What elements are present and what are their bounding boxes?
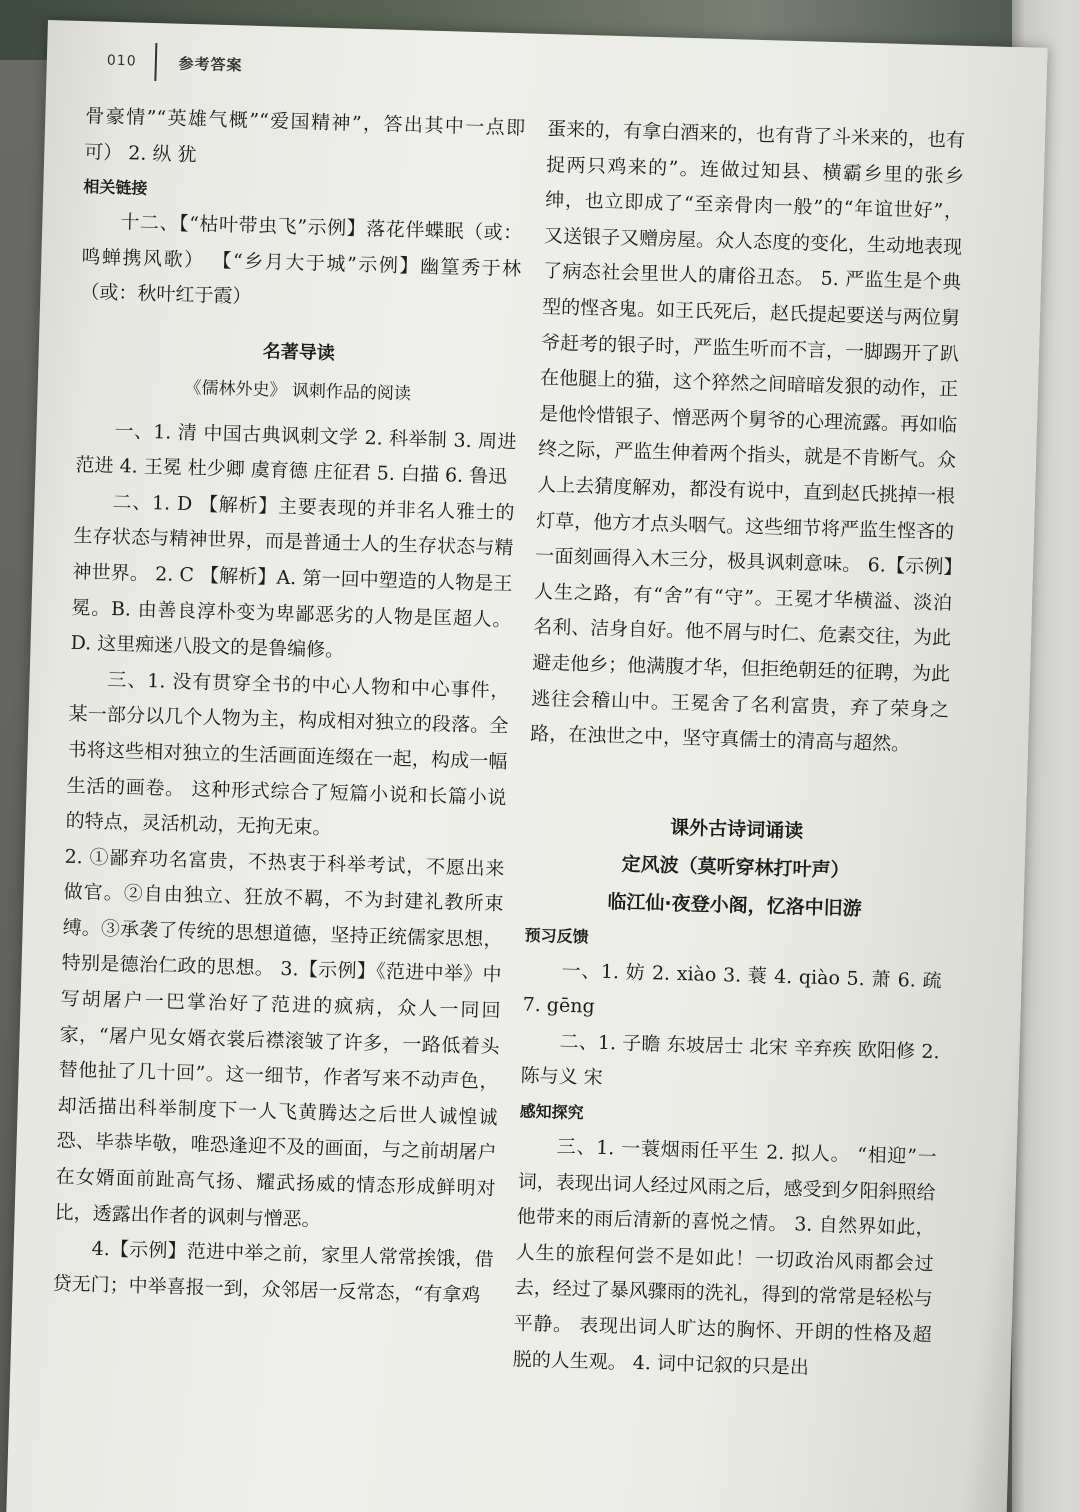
answer-paragraph: 一、1. 妨 2. xiào 3. 蓑 4. qiào 5. 萧 6. 疏 7. gēng [522,959,942,1018]
left-column [52,99,525,1314]
page-header [106,46,243,80]
section-subtitle: 《儒林外史》 讽刺作品的阅读 [184,377,412,404]
answer-paragraph: 一、1. 清 中国古典讽刺文学 2. 科举制 3. 周进 范进 4. 王冕 杜少卿 虞育德 庄征君 5. 白描 6. 鲁迅 [75,419,517,489]
answer-paragraph: 三、1. 没有贯穿全书的中心人物和中心事件，某一部分以几个人物为主，构成相对独立的段落。全书将这些相对独立的生活画面连缀在一起，构成一幅生活的画卷。 这种形式综合了短篇小说和长篇小说的特点，灵活机动，无拘无束。 [65,668,510,840]
section-title: 名著导读 [262,341,336,365]
book-page [4,20,1048,1512]
answer-paragraph: 十二、【“枯叶带虫飞”示例】落花伴蝶眠（或：鸣蝉携风歌） 【“乡月大于城”示例】幽篁秀于林（或：秋叶红于霞） [80,211,523,309]
right-column [512,112,965,1389]
answer-paragraph: 蛋来的，有拿白酒来的，也有背了斗米来的，也有捉两只鸡来的”。连做过知县、横霸乡里的张乡绅，也立即成了“至亲骨肉一般”的“年谊世好”，又送银子又赠房屋。众人态度的变化，生动地表现了病态社会里世人的庸俗丑态。 5. 严监生是个典型的悭吝鬼。如王氏死后，赵氏提起要送与两位舅爷赶考的银子时，严监生听而不言，一脚踢开了趴在他腿上的猫，这个猝然之间暗暗发狠的动作，正是他怜惜银子、憎恶两个舅爷的心理流露。再如临终之际，严监生伸着两个指头，就是不肯断气。众人上去猜度解劝，都没有说中，直到赵氏挑掉一根灯草，他方才点头咽气。这些细节将严监生悭吝的一面刻画得入木三分，极具讽刺意味。 6.【示例】人生之路，有“舍”有“守”。王冕才华横溢、淡泊名利、洁身自好。他不屑与时仁、危素交往，为此避走他乡；他满腹才华，但拒绝朝廷的征聘，为此逃往会稽山中。王冕舍了名利富贵，弃了荣身之路，在浊世之中，坚守真儒士的清高与超然。 [529,117,966,756]
preview-feedback-label: 预习反馈 [524,925,589,947]
answer-paragraph: 2. ①鄙弃功名富贵，不热衷于科举考试，不愿出来做官。②自由独立、狂放不羁，不为封建礼教所束缚。③承袭了传统的思想道德，坚持正统儒家思想，特别是德治仁政的思想。 3.【示例】《范进中举》中写胡屠户一巴掌治好了范进的疯病，众人一同回家，“屠户见女婿衣裳后襟滚皱了许多，一路低着头替他扯了几十回”。这一细节，作者写来不动声色，却活描出科举制度下一人飞黄腾达之后世人诚惶诚恐、毕恭毕敬，唯恐逢迎不及的画面，与之前胡屠户在女婿面前趾高气扬、耀武扬威的情态形成鲜明对比，透露出作者的讽刺与憎恶。 [54,845,505,1231]
answer-paragraph: 骨豪情”“英雄气概”“爱国精神”，答出其中一点即可） 2. 纵 犹 [84,105,526,166]
answer-paragraph: 4.【示例】范进中举之前，家里人常常挨饿，借贷无门；中举喜报一到，众邻居一反常态，“有拿鸡 [52,1237,494,1307]
poem-title: 临江仙·夜登小阁，忆洛中旧游 [607,890,862,920]
section-title: 课外古诗词诵读 [669,816,804,843]
answer-paragraph: 二、1. 子瞻 东坡居士 北宋 辛弃疾 欧阳修 2. 陈与义 宋 [520,1030,940,1090]
page-number: 010 [106,52,137,70]
poem-title: 定风波（莫听穿林打叶声） [621,853,850,882]
page-header-title: 参考答案 [178,54,243,74]
header-divider [154,43,157,81]
answer-paragraph: 三、1. 一蓑烟雨任平生 2. 拟人。 “相迎”一词，表现出词人经过风雨之后，感受到夕阳斜照给他带来的雨后清新的喜悦之情。 3. 自然界如此，人生的旅程何尝不是如此！一切政治风雨都会过去，经过了暴风骤雨的洗礼，得到的常常是轻松与平静。 表现出词人旷达的胸怀、开朗的性格及超脱的人生观。 4. 词中记叙的只是出 [512,1135,937,1379]
explore-label: 感知探究 [519,1101,584,1123]
related-link-label: 相关链接 [83,177,148,199]
answer-paragraph: 二、1. D 【解析】主要表现的并非名人雅士的生存状态与精神世界，而是普通士人的生存状态与精神世界。 2. C 【解析】A. 第一回中塑造的人物是王冕。B. 由善良淳朴变为卑鄙恶劣的人物是匡超人。D. 这里痴迷八股文的是鲁编修。 [70,490,515,662]
